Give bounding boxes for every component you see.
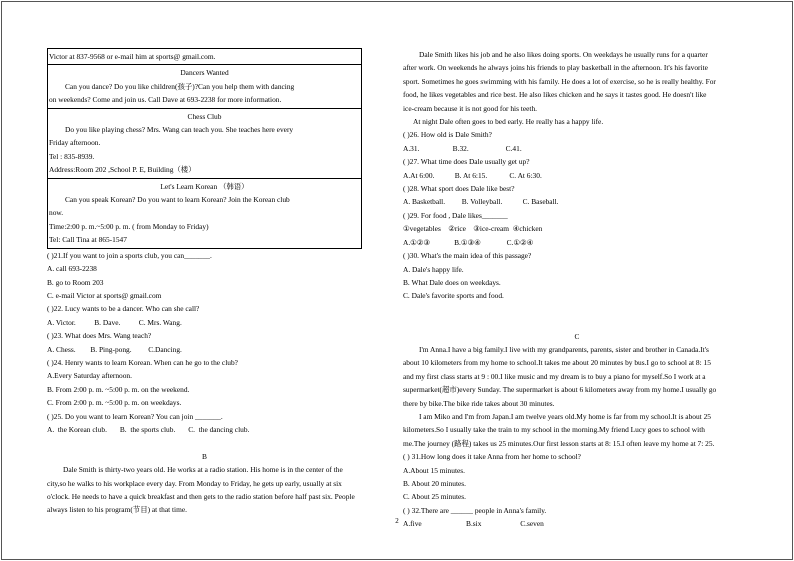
options-25: A. the Korean club. B. the sports club. C. the dancing club. [47,424,250,434]
korean-text: Can you speak Korean? Do you want to learn Korean? Join the Korean club [65,195,290,205]
page-number: 2 [395,517,399,525]
passage-b-line: At night Dale often goes to bed early. He really has a happy life. [413,117,604,127]
passage-c-line: I'm Anna.I have a big family.I live with my grandparents, parents, sister and brother in Canada.It's [419,344,709,354]
ad-dancers [48,65,361,108]
ad-sports [48,49,361,65]
section-c-letter: C [574,331,580,341]
passage-c-line: me.The journey (路程) takes us 25 minutes.Our first lesson starts at 8: 15.I often leave my home at 7: 25. [403,438,715,448]
option-30-a: A. Dale's happy life. [403,264,464,274]
passage-c-line: there by bike.The bike ride takes about 30 minutes. [403,398,555,408]
chess-title: Chess Club [187,111,222,121]
question-25: ( )25. Do you want to learn Korean? You can join _______. [47,411,223,421]
option-21-c: C. e-mail Victor at sports@ gmail.com [47,290,162,300]
korean-time: Time:2:00 p. m.~5:00 p. m. ( from Monday to Friday) [49,221,209,231]
options-26: A.31. B.32. C.41. [403,143,522,153]
passage-c-line: I am Miko and I'm from Japan.I am twelve years old.My home is far from my school.It is about 25 [419,411,711,421]
passage-b-line: after work. On weekends he always joins his friends to play basketball in the afternoon. It's his favorite [403,63,708,73]
passage-b-line: sport. Sometimes he goes swimming with his family. He does a lot of exercise, so he is really healthy. For [403,76,716,86]
option-21-b: B. go to Room 203 [47,277,104,287]
korean-tel: Tel: Call Tina at 865-1547 [49,235,127,245]
options-32: A.five B.six C.seven [403,519,544,529]
option-30-c: C. Dale's favorite sports and food. [403,291,504,301]
ad-korean [48,179,361,248]
passage-c-line: and my first class starts at 9 : 00.I like music and my dream is to buy a piano for myself.So I work at a [403,371,706,381]
question-26: ( )26. How old is Dale Smith? [403,130,492,140]
question-24: ( )24. Henry wants to learn Korean. When can he go to the club? [47,357,238,367]
option-24-b: B. From 2:00 p. m. ~5:00 p. m. on the weekend. [47,384,190,394]
items-29: ①vegetables ②rice ③ice-cream ④chicken [403,224,543,234]
passage-b-line: Dale Smith likes his job and he also likes doing sports. On weekdays he usually runs for a quarter [419,50,708,59]
option-24-c: C. From 2:00 p. m. ~5:00 p. m. on weekdays. [47,398,182,408]
question-29: ( )29. For food , Dale likes_______ [403,210,508,220]
passage-c-line: kilometers.So I usually take the train to my school in the morning.My friend Lucy goes to school with [403,425,705,435]
chess-address: Address:Room 202 ,School P. E, Building（楼） [49,165,196,175]
question-22: ( )22. Lucy wants to be a dancer. Who can she call? [47,304,200,314]
passage-b-line: always listen to his program(节目) at that time. [47,505,187,515]
option-31-a: A.About 15 minutes. [403,465,465,475]
ad-chess [48,109,361,179]
option-31-b: B. About 20 minutes. [403,478,467,488]
options-22: A. Victor. B. Dave. C. Mrs. Wang. [47,317,182,327]
section-b-letter: B [202,451,207,461]
question-31: ( ) 31.How long does it take Anna from her home to school? [403,452,581,462]
sports-contact: Victor at 837-9568 or e-mail him at sports@ gmail.com. [49,52,216,61]
dancers-text: Can you dance? Do you like children(孩子)?Can you help them with dancing [65,81,295,91]
passage-c-line: about 10 kilometers from my home to school.It takes me about 20 minutes by bus.I go to school at 8: 15 [403,358,711,368]
passage-c-line: supermarket(超市)every Sunday. The supermarket is about 6 kilometers away from my home.I usually go [403,385,717,395]
question-30: ( )30. What's the main idea of this passage? [403,251,532,261]
question-32: ( ) 32.There are ______ people in Anna's family. [403,505,547,515]
chess-text: Do you like playing chess? Mrs. Wang can teach you. She teaches here every [65,125,294,135]
passage-b-line: food, he likes vegetables and rice best. He also likes chicken and he says it tastes good. He doesn't like [403,90,707,100]
dancers-text: on weekends? Come and join us. Call Dave at 693-2238 for more information. [49,95,282,105]
options-27: A.At 6:00. B. At 6:15. C. At 6:30. [403,170,542,180]
option-31-c: C. About 25 minutes. [403,492,467,502]
passage-b-line: o'clock. He needs to have a quick breakfast and then gets to the radio station before half past six. People [47,491,355,501]
option-21-a: A. call 693-2238 [47,264,97,274]
question-28: ( )28. What sport does Dale like best? [403,184,515,194]
dancers-title: Dancers Wanted [180,68,229,78]
option-30-b: B. What Dale does on weekdays. [403,277,501,287]
korean-title: Let's Learn Korean （韩语） [160,181,249,191]
chess-text: Friday afternoon. [49,138,101,148]
left-column [47,48,362,517]
question-21: ( )21.If you want to join a sports club, you can_______. [47,250,212,260]
korean-text: now. [49,208,64,218]
question-27: ( )27. What time does Dale usually get up? [403,157,530,167]
options-28: A. Basketball. B. Volleyball. C. Baseball. [403,197,559,207]
passage-b-line: ice-cream because it is not good for his teeth. [403,103,538,113]
options-29: A.①②③ B.①③④ C.①②④ [403,237,534,247]
right-column [403,48,751,531]
options-23: A. Chess. B. Ping-pong. C.Dancing. [47,344,182,354]
passage-b-line: city,so he walks to his workplace every day. From Monday to Friday, he gets up early, usually at six [47,478,342,488]
option-24-a: A.Every Saturday afternoon. [47,371,132,381]
ads-box [47,48,362,249]
chess-tel: Tel : 835-8939. [49,151,95,161]
question-23: ( )23. What does Mrs. Wang teach? [47,331,152,341]
passage-b-line: Dale Smith is thirty-two years old. He works at a radio station. His home is in the center of the [63,465,343,475]
